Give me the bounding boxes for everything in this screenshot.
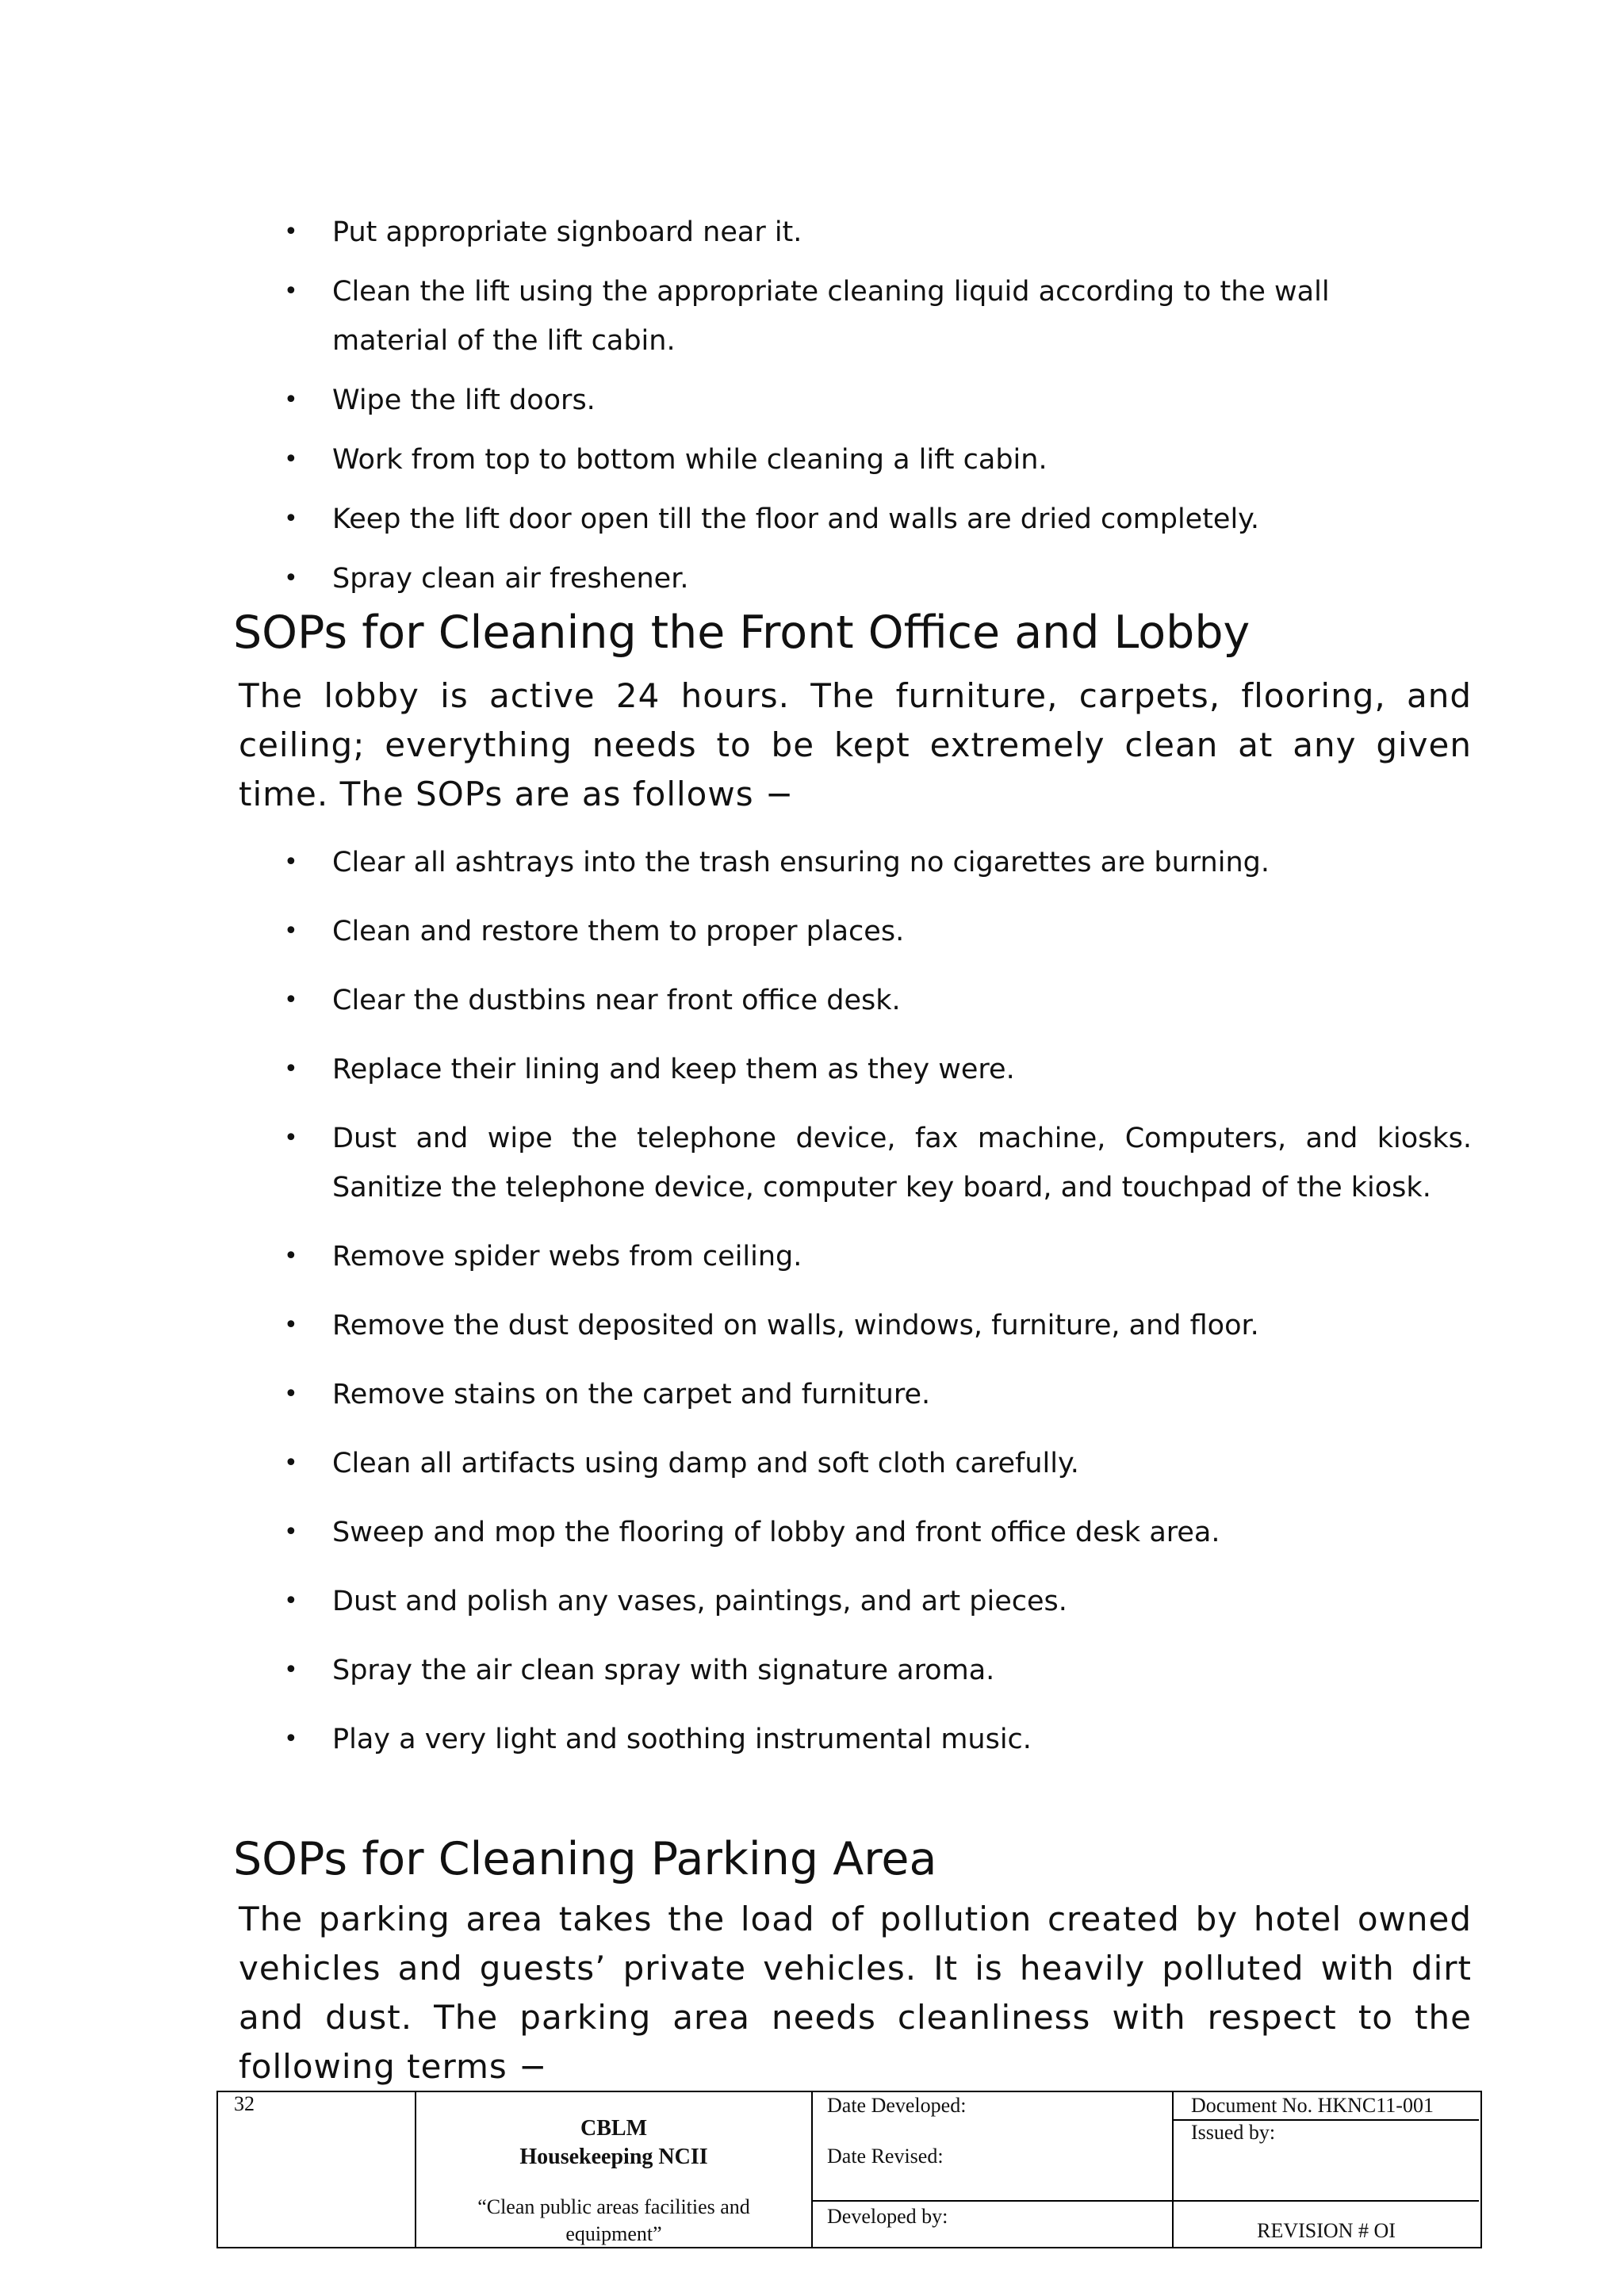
list-item: • Replace their lining and keep them as they were. bbox=[235, 1045, 1472, 1094]
bullet: • bbox=[284, 1380, 298, 1408]
bullet: • bbox=[284, 277, 298, 305]
bullet: • bbox=[284, 218, 298, 246]
date-revised-label: Date Revised: bbox=[827, 2145, 944, 2168]
issued-by-label: Issued by: bbox=[1191, 2121, 1276, 2144]
bullet: • bbox=[284, 1124, 298, 1152]
list-item: • Play a very light and soothing instrumental music. bbox=[235, 1715, 1472, 1764]
list-item: • Sweep and mop the flooring of lobby and front office desk area. bbox=[235, 1508, 1472, 1557]
bullet: • bbox=[284, 1449, 298, 1477]
section-paragraph-parking: The parking area takes the load of pollution created by hotel owned vehicles and guests’ private vehicles. It is heavily polluted with dirt and dust. The parking area needs cleanliness with respect to the following terms − bbox=[239, 1900, 1472, 2086]
list-item: • Remove spider webs from ceiling. bbox=[235, 1232, 1472, 1281]
page-number-cell bbox=[218, 2092, 416, 2247]
list-item: • Remove stains on the carpet and furniture. bbox=[235, 1370, 1472, 1419]
footer-table bbox=[216, 2091, 1482, 2248]
section-paragraph-front-office: The lobby is active 24 hours. The furniture, carpets, flooring, and ceiling; everything needs to be kept extremely clean at any given time. The SOPs are as follows − bbox=[239, 676, 1472, 813]
bullet: • bbox=[284, 564, 298, 592]
bullet: • bbox=[284, 1242, 298, 1270]
document-info-cell bbox=[1174, 2092, 1479, 2247]
bullet: • bbox=[284, 1311, 298, 1339]
bullet: • bbox=[284, 1725, 298, 1753]
list-item: • Spray the air clean spray with signature aroma. bbox=[235, 1646, 1472, 1695]
bullet: • bbox=[284, 1656, 298, 1684]
module-title-cell bbox=[416, 2092, 813, 2247]
lift-cleaning-list bbox=[235, 208, 1424, 614]
list-item: • Keep the lift door open till the floor and walls are dried completely. bbox=[235, 495, 1424, 544]
list-item: • Wipe the lift doors. bbox=[235, 376, 1424, 425]
list-item: • Dust and wipe the telephone device, fax machine, Computers, and kiosks. Sanitize the telephone device, computer key board, and touchpad of the kiosk. bbox=[235, 1114, 1472, 1212]
bullet: • bbox=[284, 917, 298, 945]
bullet: • bbox=[284, 386, 298, 414]
list-item: • Spray clean air freshener. bbox=[235, 554, 1424, 603]
list-item: • Clean all artifacts using damp and soft cloth carefully. bbox=[235, 1439, 1472, 1488]
lobby-cleaning-list bbox=[235, 838, 1472, 1784]
page-number: 32 bbox=[234, 2092, 255, 2115]
list-item: • Clear the dustbins near front office desk. bbox=[235, 976, 1472, 1025]
list-item: • Put appropriate signboard near it. bbox=[235, 208, 1424, 257]
document-number: Document No. HKNC11-001 bbox=[1191, 2094, 1434, 2117]
bullet: • bbox=[284, 1055, 298, 1083]
module-subtitle: “Clean public areas facilities and equipment” bbox=[477, 2195, 750, 2245]
list-item: • Clean and restore them to proper places. bbox=[235, 907, 1472, 956]
section-heading-parking: SOPs for Cleaning Parking Area bbox=[233, 1833, 937, 1885]
list-item: • Work from top to bottom while cleaning a lift cabin. bbox=[235, 435, 1424, 484]
bullet: • bbox=[284, 848, 298, 876]
qualification-title: Housekeeping NCII bbox=[519, 2145, 708, 2169]
developed-by-label: Developed by: bbox=[827, 2205, 948, 2228]
list-item: • Dust and polish any vases, paintings, and art pieces. bbox=[235, 1577, 1472, 1626]
module-code: CBLM bbox=[580, 2116, 647, 2141]
date-developed-label: Date Developed: bbox=[827, 2094, 967, 2117]
bullet: • bbox=[284, 446, 298, 473]
revision-label: REVISION # OI bbox=[1257, 2219, 1396, 2242]
bullet: • bbox=[284, 1587, 298, 1615]
bullet: • bbox=[284, 505, 298, 533]
dates-cell bbox=[813, 2092, 1174, 2247]
bullet: • bbox=[284, 1518, 298, 1546]
bullet: • bbox=[284, 986, 298, 1014]
list-item: • Clean the lift using the appropriate cleaning liquid according to the wall material of the lift cabin. bbox=[235, 267, 1424, 365]
list-item: • Clear all ashtrays into the trash ensuring no cigarettes are burning. bbox=[235, 838, 1472, 887]
section-heading-front-office: SOPs for Cleaning the Front Office and Lobby bbox=[233, 607, 1251, 659]
list-item: • Remove the dust deposited on walls, windows, furniture, and floor. bbox=[235, 1301, 1472, 1350]
